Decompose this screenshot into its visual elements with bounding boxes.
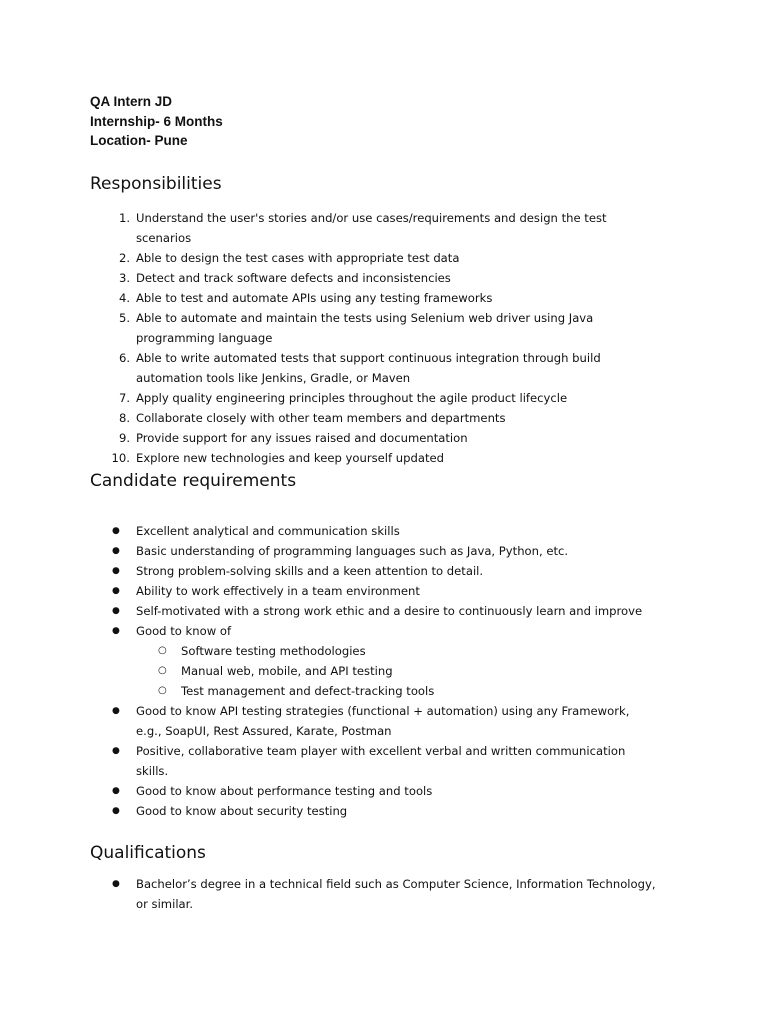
list-item: 1. Understand the user's stories and/or use cases/requirements and design the test scenarios bbox=[118, 211, 607, 245]
list-item: 9. Provide support for any issues raised and documentation bbox=[118, 431, 468, 445]
list-item: ● Good to know API testing strategies (functional + automation) using any Framework, e.g., SoapUI, Rest Assured, Karate, Postman bbox=[0, 701, 656, 741]
candidate-requirements-heading: Candidate requirements bbox=[90, 471, 297, 491]
list-item: ● Self-motivated with a strong work ethic and a desire to continuously learn and improve bbox=[0, 601, 656, 621]
bullet-icon: ● bbox=[112, 566, 120, 576]
job-location: Location- Pune bbox=[90, 133, 188, 148]
bullet-icon: ● bbox=[112, 879, 120, 889]
hollow-bullet-icon: ○ bbox=[158, 685, 167, 696]
list-item: 2. Able to design the test cases with appropriate test data bbox=[118, 251, 460, 265]
hollow-bullet-icon: ○ bbox=[158, 645, 167, 656]
sub-list-item: ○ Test management and defect-tracking tools bbox=[0, 681, 656, 701]
list-item: ● Good to know of bbox=[0, 621, 656, 641]
bullet-icon: ● bbox=[112, 526, 120, 536]
list-item: ● Strong problem-solving skills and a keen attention to detail. bbox=[0, 561, 656, 581]
candidate-requirements-list bbox=[0, 521, 768, 821]
bullet-icon: ● bbox=[112, 626, 120, 636]
bullet-icon: ● bbox=[112, 706, 120, 716]
bullet-icon: ● bbox=[112, 786, 120, 796]
bullet-icon: ● bbox=[112, 546, 120, 556]
list-item: 6. Able to write automated tests that support continuous integration through build automation tools like Jenkins, Gradle, or Maven bbox=[118, 351, 601, 385]
bullet-icon: ● bbox=[112, 606, 120, 616]
list-item: ● Ability to work effectively in a team environment bbox=[0, 581, 656, 601]
job-header bbox=[90, 92, 223, 151]
list-item: 5. Able to automate and maintain the tests using Selenium web driver using Java programming language bbox=[118, 311, 594, 345]
list-item: ● Positive, collaborative team player with excellent verbal and written communication skills. bbox=[0, 741, 656, 781]
bullet-icon: ● bbox=[112, 806, 120, 816]
hollow-bullet-icon: ○ bbox=[158, 665, 167, 676]
list-item: 3. Detect and track software defects and inconsistencies bbox=[118, 271, 451, 285]
sub-list-item: ○ Software testing methodologies bbox=[0, 641, 656, 661]
bullet-icon: ● bbox=[112, 586, 120, 596]
list-item: 10. Explore new technologies and keep yourself updated bbox=[111, 451, 444, 465]
sub-list-item: ○ Manual web, mobile, and API testing bbox=[0, 661, 656, 681]
qualifications-list bbox=[0, 874, 768, 914]
qualifications-heading: Qualifications bbox=[90, 843, 206, 863]
list-item: 4. Able to test and automate APIs using any testing frameworks bbox=[118, 291, 493, 305]
list-item: ● Basic understanding of programming languages such as Java, Python, etc. bbox=[0, 541, 656, 561]
list-item: ● Good to know about security testing bbox=[0, 801, 656, 821]
list-item: ● Excellent analytical and communication skills bbox=[0, 521, 656, 541]
list-item: 8. Collaborate closely with other team members and departments bbox=[118, 411, 506, 425]
list-item: 7. Apply quality engineering principles throughout the agile product lifecycle bbox=[118, 391, 568, 405]
responsibilities-list bbox=[0, 208, 768, 468]
list-item: ● Bachelor’s degree in a technical field such as Computer Science, Information Technology, or similar. bbox=[0, 874, 656, 914]
job-title: QA Intern JD bbox=[90, 94, 173, 109]
bullet-icon: ● bbox=[112, 746, 120, 756]
responsibilities-heading: Responsibilities bbox=[90, 174, 222, 194]
list-item: ● Good to know about performance testing and tools bbox=[0, 781, 656, 801]
internship-duration: Internship- 6 Months bbox=[90, 113, 223, 129]
